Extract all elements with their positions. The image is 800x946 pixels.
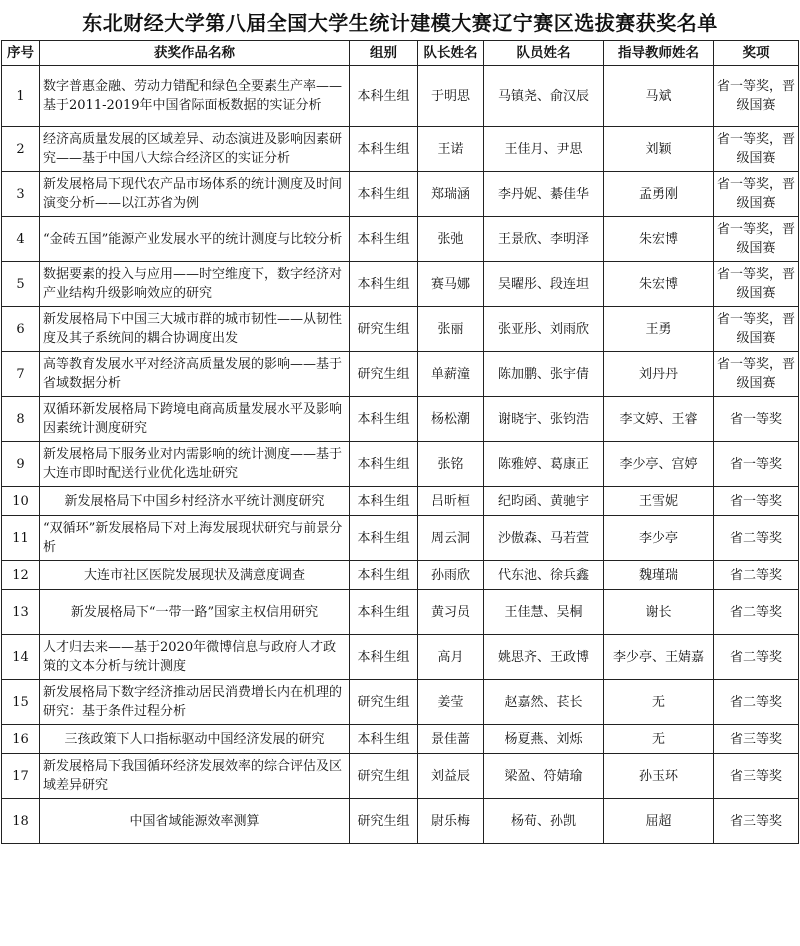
cell-advisor: 李少亭	[604, 516, 714, 561]
cell-title: 新发展格局下中国三大城市群的城市韧性——从韧性度及其子系统间的耦合协调度出发	[40, 307, 350, 352]
cell-award: 省三等奖	[714, 754, 799, 799]
cell-leader: 赛马娜	[418, 262, 484, 307]
table-row	[2, 66, 799, 127]
cell-members: 姚思齐、王政博	[484, 635, 604, 680]
cell-members: 赵嘉然、苌长	[484, 680, 604, 725]
table-row	[2, 307, 799, 352]
cell-advisor: 刘丹丹	[604, 352, 714, 397]
cell-award: 省三等奖	[714, 799, 799, 844]
cell-seq: 17	[2, 754, 40, 799]
table-row	[2, 262, 799, 307]
cell-members: 谢晓宇、张钧浩	[484, 397, 604, 442]
cell-group: 研究生组	[350, 307, 418, 352]
cell-leader: 张弛	[418, 217, 484, 262]
cell-advisor: 谢长	[604, 590, 714, 635]
cell-members: 代东池、徐兵鑫	[484, 561, 604, 590]
table-row	[2, 590, 799, 635]
table-row	[2, 352, 799, 397]
cell-award: 省一等奖	[714, 442, 799, 487]
cell-members: 马镇尧、俞汉辰	[484, 66, 604, 127]
cell-advisor: 孙玉环	[604, 754, 714, 799]
cell-advisor: 李少亭、王婧嘉	[604, 635, 714, 680]
table-row	[2, 561, 799, 590]
cell-award: 省一等奖，晋级国赛	[714, 217, 799, 262]
header-advisor: 指导教师姓名	[604, 41, 714, 66]
cell-group: 研究生组	[350, 754, 418, 799]
table-row	[2, 516, 799, 561]
cell-title: 新发展格局下“一带一路”国家主权信用研究	[40, 590, 350, 635]
cell-seq: 15	[2, 680, 40, 725]
cell-leader: 刘益辰	[418, 754, 484, 799]
cell-seq: 7	[2, 352, 40, 397]
cell-leader: 张丽	[418, 307, 484, 352]
cell-award: 省二等奖	[714, 561, 799, 590]
cell-leader: 吕昕桓	[418, 487, 484, 516]
cell-group: 本科生组	[350, 262, 418, 307]
cell-advisor: 无	[604, 680, 714, 725]
cell-group: 本科生组	[350, 516, 418, 561]
cell-award: 省一等奖，晋级国赛	[714, 172, 799, 217]
header-award: 奖项	[714, 41, 799, 66]
header-title: 获奖作品名称	[40, 41, 350, 66]
cell-group: 研究生组	[350, 799, 418, 844]
cell-members: 张亚彤、刘雨欣	[484, 307, 604, 352]
cell-advisor: 屈超	[604, 799, 714, 844]
cell-leader: 单薪潼	[418, 352, 484, 397]
cell-advisor: 孟勇刚	[604, 172, 714, 217]
cell-leader: 郑瑞涵	[418, 172, 484, 217]
table-row	[2, 680, 799, 725]
cell-award: 省一等奖	[714, 487, 799, 516]
header-seq: 序号	[2, 41, 40, 66]
cell-award: 省一等奖，晋级国赛	[714, 307, 799, 352]
cell-group: 本科生组	[350, 590, 418, 635]
cell-seq: 3	[2, 172, 40, 217]
cell-title: 中国省域能源效率测算	[40, 799, 350, 844]
cell-advisor: 朱宏博	[604, 262, 714, 307]
cell-title: 新发展格局下现代农产品市场体系的统计测度及时间演变分析——以江苏省为例	[40, 172, 350, 217]
cell-seq: 4	[2, 217, 40, 262]
cell-title: 高等教育发展水平对经济高质量发展的影响——基于省域数据分析	[40, 352, 350, 397]
cell-seq: 2	[2, 127, 40, 172]
cell-leader: 王诺	[418, 127, 484, 172]
cell-group: 本科生组	[350, 217, 418, 262]
cell-seq: 13	[2, 590, 40, 635]
cell-advisor: 李文婷、王睿	[604, 397, 714, 442]
header-group: 组别	[350, 41, 418, 66]
cell-title: 经济高质量发展的区域差异、动态演进及影响因素研究——基于中国八大综合经济区的实证分析	[40, 127, 350, 172]
table-row	[2, 754, 799, 799]
header-leader: 队长姓名	[418, 41, 484, 66]
cell-leader: 姜莹	[418, 680, 484, 725]
cell-leader: 于明思	[418, 66, 484, 127]
cell-title: “金砖五国”能源产业发展水平的统计测度与比较分析	[40, 217, 350, 262]
cell-members: 王佳月、尹思	[484, 127, 604, 172]
cell-members: 陈雅婷、葛康正	[484, 442, 604, 487]
cell-advisor: 无	[604, 725, 714, 754]
cell-members: 陈加鹏、张宇倩	[484, 352, 604, 397]
cell-award: 省二等奖	[714, 635, 799, 680]
page-title: 东北财经大学第八届全国大学生统计建模大赛辽宁赛区选拔赛获奖名单	[82, 11, 718, 35]
cell-group: 本科生组	[350, 487, 418, 516]
cell-advisor: 李少亭、宫婷	[604, 442, 714, 487]
cell-award: 省一等奖，晋级国赛	[714, 352, 799, 397]
cell-seq: 9	[2, 442, 40, 487]
cell-seq: 18	[2, 799, 40, 844]
cell-title: 人才归去来——基于2020年微博信息与政府人才政策的文本分析与统计测度	[40, 635, 350, 680]
table-row	[2, 397, 799, 442]
cell-members: 纪昀函、黄驰宇	[484, 487, 604, 516]
cell-award: 省一等奖	[714, 397, 799, 442]
cell-group: 本科生组	[350, 442, 418, 487]
table-row	[2, 442, 799, 487]
cell-title: 数据要素的投入与应用——时空维度下，数字经济对产业结构升级影响效应的研究	[40, 262, 350, 307]
cell-group: 本科生组	[350, 561, 418, 590]
table-row	[2, 127, 799, 172]
cell-seq: 6	[2, 307, 40, 352]
cell-leader: 高月	[418, 635, 484, 680]
cell-group: 本科生组	[350, 725, 418, 754]
cell-seq: 10	[2, 487, 40, 516]
cell-award: 省一等奖，晋级国赛	[714, 262, 799, 307]
cell-leader: 景佳蔷	[418, 725, 484, 754]
cell-seq: 1	[2, 66, 40, 127]
cell-members: 杨荀、孙凯	[484, 799, 604, 844]
table-row	[2, 217, 799, 262]
header-members: 队员姓名	[484, 41, 604, 66]
cell-leader: 黄习员	[418, 590, 484, 635]
cell-title: 新发展格局下中国乡村经济水平统计测度研究	[40, 487, 350, 516]
cell-group: 本科生组	[350, 397, 418, 442]
cell-group: 研究生组	[350, 352, 418, 397]
cell-group: 本科生组	[350, 127, 418, 172]
cell-leader: 张铭	[418, 442, 484, 487]
cell-leader: 尉乐梅	[418, 799, 484, 844]
table-row	[2, 725, 799, 754]
cell-group: 本科生组	[350, 635, 418, 680]
cell-group: 本科生组	[350, 66, 418, 127]
cell-seq: 12	[2, 561, 40, 590]
cell-advisor: 魏瑾瑞	[604, 561, 714, 590]
awards-table	[1, 40, 799, 844]
cell-award: 省二等奖	[714, 590, 799, 635]
cell-members: 吴曜彤、段连坦	[484, 262, 604, 307]
cell-members: 沙傲森、马若萱	[484, 516, 604, 561]
cell-members: 王景欣、李明泽	[484, 217, 604, 262]
header-row	[2, 41, 799, 66]
cell-award: 省一等奖，晋级国赛	[714, 127, 799, 172]
cell-title: 数字普惠金融、劳动力错配和绿色全要素生产率——基于2011-2019年中国省际面板数据的实证分析	[40, 66, 350, 127]
cell-title: “双循环”新发展格局下对上海发展现状研究与前景分析	[40, 516, 350, 561]
table-row	[2, 635, 799, 680]
table-row	[2, 487, 799, 516]
cell-advisor: 刘颖	[604, 127, 714, 172]
cell-title: 大连市社区医院发展现状及满意度调查	[40, 561, 350, 590]
cell-seq: 5	[2, 262, 40, 307]
cell-leader: 孙雨欣	[418, 561, 484, 590]
cell-seq: 16	[2, 725, 40, 754]
cell-title: 新发展格局下服务业对内需影响的统计测度——基于大连市即时配送行业优化选址研究	[40, 442, 350, 487]
cell-leader: 周云洞	[418, 516, 484, 561]
cell-title: 新发展格局下我国循环经济发展效率的综合评估及区域差异研究	[40, 754, 350, 799]
cell-members: 杨夏燕、刘烁	[484, 725, 604, 754]
cell-group: 本科生组	[350, 172, 418, 217]
cell-members: 王佳慧、吴桐	[484, 590, 604, 635]
table-row	[2, 172, 799, 217]
cell-award: 省二等奖	[714, 516, 799, 561]
cell-award: 省一等奖，晋级国赛	[714, 66, 799, 127]
cell-advisor: 朱宏博	[604, 217, 714, 262]
cell-seq: 14	[2, 635, 40, 680]
table-row	[2, 799, 799, 844]
cell-members: 李丹妮、綦佳华	[484, 172, 604, 217]
cell-award: 省三等奖	[714, 725, 799, 754]
cell-advisor: 王雪妮	[604, 487, 714, 516]
cell-members: 梁盈、符婧瑜	[484, 754, 604, 799]
cell-title: 三孩政策下人口指标驱动中国经济发展的研究	[40, 725, 350, 754]
cell-advisor: 王勇	[604, 307, 714, 352]
cell-group: 研究生组	[350, 680, 418, 725]
cell-title: 新发展格局下数字经济推动居民消费增长内在机理的研究：基于条件过程分析	[40, 680, 350, 725]
cell-advisor: 马斌	[604, 66, 714, 127]
cell-seq: 8	[2, 397, 40, 442]
cell-title: 双循环新发展格局下跨境电商高质量发展水平及影响因素统计测度研究	[40, 397, 350, 442]
cell-leader: 杨松潮	[418, 397, 484, 442]
cell-award: 省二等奖	[714, 680, 799, 725]
cell-seq: 11	[2, 516, 40, 561]
